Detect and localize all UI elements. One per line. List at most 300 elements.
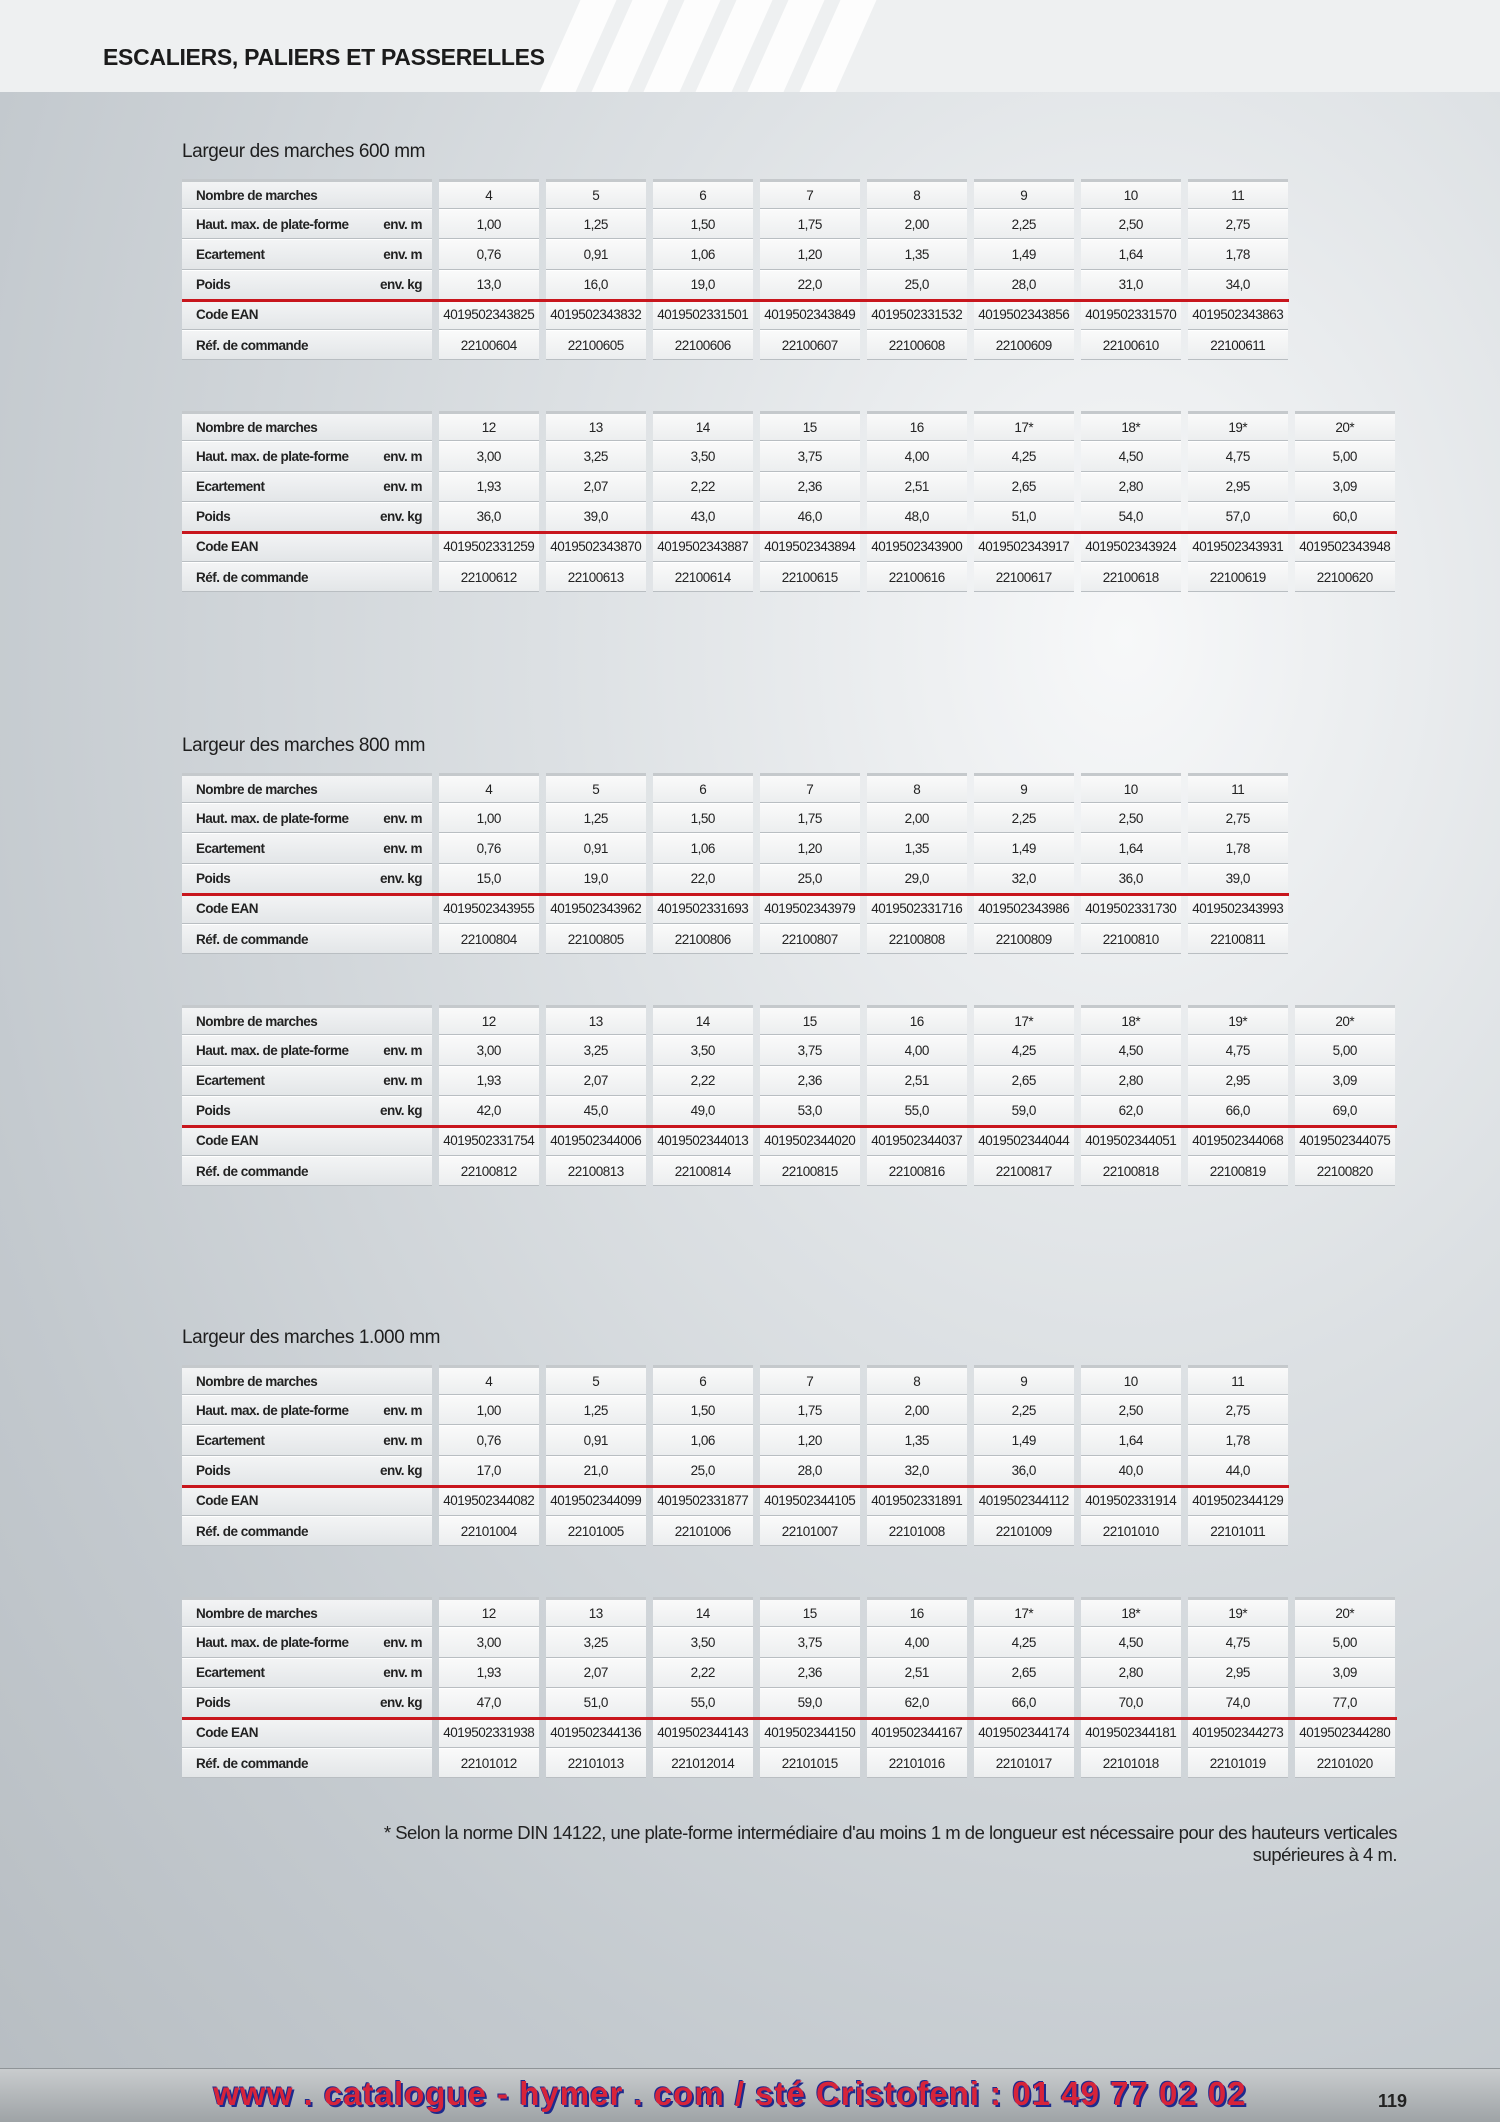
row-label-text: Poids [196,871,231,887]
table-cell: 22100818 [1081,1156,1182,1186]
row-ecartement [182,833,1402,863]
table-cell: 22100613 [546,562,647,592]
row-unit: env. kg [379,277,422,293]
table-cell: 25,0 [867,270,968,300]
table-cell: 2,75 [1188,209,1289,239]
row-label-text: Code EAN [196,1725,259,1741]
row-unit: env. kg [379,1103,422,1119]
table-cell: 7 [760,179,861,209]
table-cell: 0,76 [439,1425,540,1455]
row-ref-commande [182,1748,1402,1778]
table-cell: 15,0 [439,864,540,894]
table-cell: 1,20 [760,239,861,269]
table-cell: 4019502331259 [439,532,540,562]
table-cell: 1,75 [760,1395,861,1425]
row-label-text: Code EAN [196,539,259,555]
table-cell: 16 [867,411,968,441]
table-cell: 18* [1081,1005,1182,1035]
table-cell: 11 [1188,1365,1289,1395]
table-cell: 2,51 [867,1066,968,1096]
row-unit: env. m [383,1042,422,1058]
table-cell: 13,0 [439,270,540,300]
table-cell: 4019502343832 [546,300,647,330]
table-cell: 4019502343979 [760,894,861,924]
row-unit: env. kg [379,871,422,887]
table-cell: 20* [1295,411,1396,441]
table-cell: 12 [439,411,540,441]
row-unit: env. m [383,246,422,262]
table-cell: 62,0 [1081,1096,1182,1126]
table-cell: 1,49 [974,239,1075,269]
table-cell: 22100611 [1188,330,1289,360]
table-cell: 2,25 [974,209,1075,239]
table-cell: 11 [1188,773,1289,803]
table-cell: 55,0 [867,1096,968,1126]
table-cell: 70,0 [1081,1688,1182,1718]
row-label-text: Réf. de commande [196,1163,309,1179]
table-cell: 47,0 [439,1688,540,1718]
table-cell: 4019502343931 [1188,532,1289,562]
row-ecartement [182,1066,1402,1096]
table-cell: 8 [867,179,968,209]
table-cell: 43,0 [653,502,754,532]
table-cell: 36,0 [1081,864,1182,894]
row-label [182,1066,432,1096]
table-cell: 22101013 [546,1748,647,1778]
table-cell: 17* [974,1597,1075,1627]
table-cell: 22100610 [1081,330,1182,360]
table-cell: 32,0 [867,1456,968,1486]
table-cell: 22100820 [1295,1156,1396,1186]
row-label [182,330,432,360]
table-cell: 4019502343955 [439,894,540,924]
table-cell: 4019502331914 [1081,1486,1182,1516]
table-cell: 45,0 [546,1096,647,1126]
row-label-text: Nombre de marches [196,187,318,203]
table-cell: 4019502344051 [1081,1126,1182,1156]
row-label [182,1005,432,1035]
table-cell: 14 [653,411,754,441]
table-cell: 3,75 [760,1035,861,1065]
row-label [182,1156,432,1186]
table-cell: 3,00 [439,441,540,471]
table-cell: 22101017 [974,1748,1075,1778]
row-code-ean [182,1126,1402,1156]
table-cell: 2,51 [867,1658,968,1688]
table-cell: 4019502343863 [1188,300,1289,330]
table-cell: 22100819 [1188,1156,1289,1186]
table-cell: 5,00 [1295,1627,1396,1657]
table-cell: 4019502344006 [546,1126,647,1156]
row-label-text: Réf. de commande [196,1755,309,1771]
table-cell: 10 [1081,773,1182,803]
table-cell: 4,25 [974,1035,1075,1065]
table-cell: 3,09 [1295,1658,1396,1688]
table-cell: 1,78 [1188,833,1289,863]
table-cell: 4,00 [867,441,968,471]
row-label [182,179,432,209]
table-cell: 3,00 [439,1627,540,1657]
table-cell: 17,0 [439,1456,540,1486]
table-cell: 1,78 [1188,1425,1289,1455]
table-cell: 22,0 [760,270,861,300]
row-unit: env. m [383,1665,422,1681]
table-cell: 4019502344105 [760,1486,861,1516]
table-cell: 22101011 [1188,1516,1289,1546]
row-label-text: Réf. de commande [196,337,309,353]
row-code-ean [182,1718,1402,1748]
row-label [182,411,432,441]
page-title: ESCALIERS, PALIERS ET PASSERELLES [103,44,545,70]
table-cell: 3,50 [653,1035,754,1065]
table-cell: 22101015 [760,1748,861,1778]
row-label-text: Réf. de commande [196,569,309,585]
table-cell: 13 [546,1005,647,1035]
table-cell: 8 [867,1365,968,1395]
row-label-text: Code EAN [196,1133,259,1149]
table-cell: 17* [974,411,1075,441]
row-label [182,1365,432,1395]
table-cell: 22101004 [439,1516,540,1546]
table-cell: 4019502344112 [974,1486,1075,1516]
table-cell: 29,0 [867,864,968,894]
row-poids [182,864,1402,894]
table-cell: 22100806 [653,924,754,954]
table-cell: 1,35 [867,1425,968,1455]
table-cell: 22100612 [439,562,540,592]
spec-table [182,773,1402,954]
table-cell: 21,0 [546,1456,647,1486]
row-label [182,1035,432,1065]
row-unit: env. m [383,1073,422,1089]
row-label [182,562,432,592]
table-cell: 20* [1295,1005,1396,1035]
row-unit: env. kg [379,1463,422,1479]
table-cell: 1,25 [546,803,647,833]
table-cell: 4,50 [1081,441,1182,471]
table-cell: 22,0 [653,864,754,894]
table-cell: 14 [653,1597,754,1627]
row-hauteur-max [182,803,1402,833]
section-title: Largeur des marches 800 mm [182,735,426,756]
table-cell: 6 [653,1365,754,1395]
row-label-text: Ecartement [196,1073,265,1089]
table-cell: 39,0 [546,502,647,532]
table-cell: 2,51 [867,472,968,502]
table-cell: 22101006 [653,1516,754,1546]
row-label-text: Code EAN [196,901,259,917]
row-nombre-de-marches [182,1365,1402,1395]
table-cell: 2,07 [546,1658,647,1688]
table-cell: 3,09 [1295,472,1396,502]
row-unit: env. m [383,1402,422,1418]
table-cell: 4019502344068 [1188,1126,1289,1156]
table-cell: 4019502343962 [546,894,647,924]
table-cell: 0,76 [439,239,540,269]
table-cell: 22100811 [1188,924,1289,954]
table-cell: 3,75 [760,1627,861,1657]
table-cell: 2,00 [867,803,968,833]
table-cell: 10 [1081,179,1182,209]
table-cell: 22100813 [546,1156,647,1186]
table-cell: 3,50 [653,441,754,471]
table-cell: 17* [974,1005,1075,1035]
table-cell: 22100619 [1188,562,1289,592]
row-code-ean [182,894,1402,924]
row-label-text: Haut. max. de plate-forme [196,1402,349,1418]
table-cell: 2,80 [1081,472,1182,502]
table-cell: 16,0 [546,270,647,300]
row-unit: env. m [383,1432,422,1448]
table-cell: 1,25 [546,209,647,239]
table-cell: 4019502344150 [760,1718,861,1748]
table-cell: 1,93 [439,1066,540,1096]
table-cell: 22101019 [1188,1748,1289,1778]
row-ecartement [182,1425,1402,1455]
table-cell: 1,49 [974,833,1075,863]
table-cell: 22101020 [1295,1748,1396,1778]
table-cell: 59,0 [974,1096,1075,1126]
table-cell: 1,49 [974,1425,1075,1455]
row-label-text: Nombre de marches [196,1013,318,1029]
table-cell: 57,0 [1188,502,1289,532]
table-cell: 25,0 [760,864,861,894]
table-cell: 5,00 [1295,1035,1396,1065]
table-cell: 4019502344129 [1188,1486,1289,1516]
table-cell: 5 [546,179,647,209]
table-cell: 4019502343849 [760,300,861,330]
table-cell: 10 [1081,1365,1182,1395]
table-cell: 22101010 [1081,1516,1182,1546]
table-cell: 2,95 [1188,1658,1289,1688]
table-cell: 22100607 [760,330,861,360]
table-cell: 22100805 [546,924,647,954]
row-label [182,1425,432,1455]
table-cell: 0,91 [546,833,647,863]
table-cell: 2,65 [974,1658,1075,1688]
row-label [182,1658,432,1688]
table-cell: 4,00 [867,1035,968,1065]
table-cell: 5 [546,1365,647,1395]
table-cell: 34,0 [1188,270,1289,300]
table-cell: 2,22 [653,472,754,502]
row-nombre-de-marches [182,773,1402,803]
table-cell: 1,75 [760,209,861,239]
table-cell: 1,35 [867,239,968,269]
row-label [182,1126,432,1156]
table-cell: 22100618 [1081,562,1182,592]
row-label [182,1096,432,1126]
row-unit: env. m [383,448,422,464]
row-label-text: Ecartement [196,840,265,856]
table-cell: 221012014 [653,1748,754,1778]
table-cell: 22101018 [1081,1748,1182,1778]
table-cell: 4,50 [1081,1627,1182,1657]
row-label [182,1627,432,1657]
table-cell: 7 [760,773,861,803]
table-cell: 2,00 [867,1395,968,1425]
row-label-text: Ecartement [196,246,265,262]
row-label [182,833,432,863]
row-label-text: Ecartement [196,1432,265,1448]
row-code-ean [182,300,1402,330]
spec-table [182,411,1402,592]
table-cell: 22101007 [760,1516,861,1546]
table-cell: 1,75 [760,803,861,833]
section-600 [182,141,1402,643]
row-ecartement [182,239,1402,269]
row-poids [182,1096,1402,1126]
table-cell: 4019502343900 [867,532,968,562]
table-cell: 22100604 [439,330,540,360]
row-label-text: Nombre de marches [196,781,318,797]
row-code-ean [182,1486,1402,1516]
table-cell: 4 [439,1365,540,1395]
table-cell: 46,0 [760,502,861,532]
table-cell: 7 [760,1365,861,1395]
table-cell: 3,75 [760,441,861,471]
table-cell: 1,20 [760,1425,861,1455]
row-hauteur-max [182,1395,1402,1425]
table-cell: 53,0 [760,1096,861,1126]
table-cell: 14 [653,1005,754,1035]
table-cell: 22100807 [760,924,861,954]
table-cell: 40,0 [1081,1456,1182,1486]
table-cell: 4019502331730 [1081,894,1182,924]
row-label [182,924,432,954]
row-label-text: Poids [196,509,231,525]
row-nombre-de-marches [182,179,1402,209]
page-number: 119 [1378,2091,1408,2111]
table-cell: 32,0 [974,864,1075,894]
footnote: * Selon la norme DIN 14122, une plate-forme intermédiaire d'au moins 1 m de longueur est nécessaire pour des hauteurs verticales supérieures à 4 m. [383,1822,1397,1865]
table-cell: 1,78 [1188,239,1289,269]
table-cell: 4,75 [1188,1627,1289,1657]
table-cell: 22101012 [439,1748,540,1778]
row-label [182,1748,432,1778]
table-cell: 1,50 [653,1395,754,1425]
row-hauteur-max [182,1035,1402,1065]
table-cell: 4019502344174 [974,1718,1075,1748]
table-cell: 1,06 [653,1425,754,1455]
table-cell: 31,0 [1081,270,1182,300]
table-cell: 22101009 [974,1516,1075,1546]
table-cell: 0,91 [546,239,647,269]
table-cell: 9 [974,1365,1075,1395]
table-cell: 1,93 [439,1658,540,1688]
table-cell: 1,25 [546,1395,647,1425]
table-cell: 11 [1188,179,1289,209]
row-label-text: Haut. max. de plate-forme [196,448,349,464]
table-cell: 2,36 [760,1066,861,1096]
row-label-text: Haut. max. de plate-forme [196,216,349,232]
row-label [182,773,432,803]
table-cell: 28,0 [974,270,1075,300]
table-cell: 1,00 [439,1395,540,1425]
table-cell: 1,00 [439,209,540,239]
row-label [182,502,432,532]
row-hauteur-max [182,441,1402,471]
table-cell: 4019502343894 [760,532,861,562]
row-poids [182,1456,1402,1486]
table-cell: 2,25 [974,1395,1075,1425]
table-cell: 4019502344075 [1295,1126,1396,1156]
row-label-text: Haut. max. de plate-forme [196,1634,349,1650]
watermark-text: www . catalogue - hymer . com / sté Cristofeni : 01 49 77 02 02 [213,2075,1247,2112]
row-label [182,1688,432,1718]
row-nombre-de-marches [182,1597,1402,1627]
table-cell: 44,0 [1188,1456,1289,1486]
row-label [182,1486,432,1516]
row-unit: env. m [383,840,422,856]
spec-table [182,1365,1402,1546]
row-unit: env. kg [379,1695,422,1711]
table-cell: 15 [760,411,861,441]
table-cell: 19,0 [653,270,754,300]
table-cell: 22100616 [867,562,968,592]
row-label [182,1395,432,1425]
table-cell: 4019502344013 [653,1126,754,1156]
table-cell: 49,0 [653,1096,754,1126]
table-cell: 22100609 [974,330,1075,360]
table-cell: 5,00 [1295,441,1396,471]
row-label-text: Haut. max. de plate-forme [196,1042,349,1058]
table-cell: 18* [1081,1597,1182,1627]
table-cell: 4019502331532 [867,300,968,330]
row-unit: env. kg [379,509,422,525]
table-cell: 60,0 [1295,502,1396,532]
table-cell: 19* [1188,1005,1289,1035]
table-cell: 20* [1295,1597,1396,1627]
row-label-text: Poids [196,1463,231,1479]
table-cell: 4019502344044 [974,1126,1075,1156]
section-800 [182,735,1402,1237]
row-label-text: Code EAN [196,307,259,323]
table-cell: 4019502344143 [653,1718,754,1748]
table-cell: 22100808 [867,924,968,954]
table-cell: 0,76 [439,833,540,863]
table-cell: 66,0 [1188,1096,1289,1126]
table-cell: 22101016 [867,1748,968,1778]
table-cell: 2,50 [1081,209,1182,239]
table-cell: 22100615 [760,562,861,592]
table-cell: 4 [439,179,540,209]
row-ref-commande [182,562,1402,592]
row-label [182,1516,432,1546]
row-label [182,1718,432,1748]
table-cell: 22101008 [867,1516,968,1546]
row-label-text: Réf. de commande [196,931,309,947]
row-label [182,894,432,924]
table-cell: 3,25 [546,1627,647,1657]
table-cell: 2,65 [974,1066,1075,1096]
table-cell: 19* [1188,411,1289,441]
table-cell: 22100812 [439,1156,540,1186]
table-cell: 1,50 [653,803,754,833]
table-cell: 13 [546,411,647,441]
row-ecartement [182,472,1402,502]
table-cell: 74,0 [1188,1688,1289,1718]
table-cell: 0,91 [546,1425,647,1455]
table-cell: 4019502331938 [439,1718,540,1748]
table-cell: 4019502344181 [1081,1718,1182,1748]
table-cell: 2,25 [974,803,1075,833]
row-ref-commande [182,1516,1402,1546]
row-label-text: Poids [196,1103,231,1119]
table-cell: 4019502331693 [653,894,754,924]
table-cell: 42,0 [439,1096,540,1126]
table-cell: 2,07 [546,1066,647,1096]
